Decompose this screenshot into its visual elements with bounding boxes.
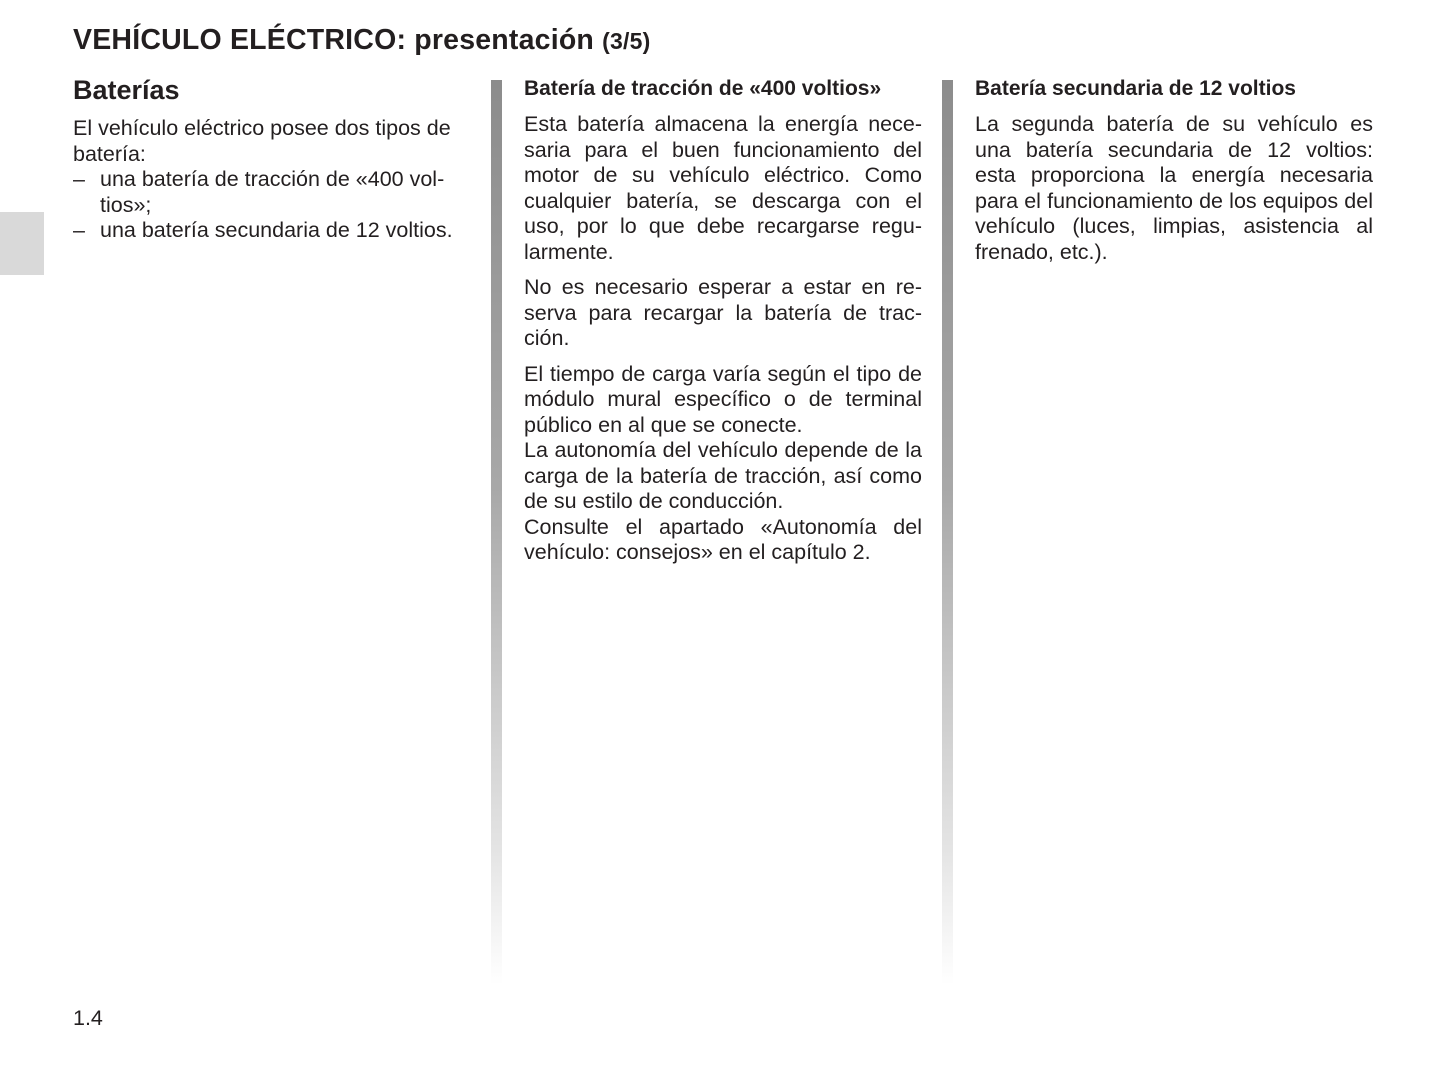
- section-heading-traction-battery: Batería de tracción de «400 voltios»: [524, 77, 882, 100]
- list-item-text: una batería secundaria de 12 voltios.: [100, 218, 453, 242]
- column-traction-battery: [524, 74, 922, 566]
- page-title: [73, 24, 650, 57]
- list-item-text: una batería de tracción de «400 voltios»;: [100, 167, 445, 217]
- page-number: 1.4: [73, 1006, 103, 1030]
- column-divider-right: [942, 80, 953, 985]
- dash-bullet: –: [73, 218, 85, 242]
- page-counter: (3/5): [602, 28, 651, 54]
- paragraph: La autonomía del vehículo depende de la carga de la batería de tracción, así como de su estilo de conducción.: [524, 438, 922, 513]
- paragraph: La segunda batería de su vehículo es una batería secundaria de 12 voltios: esta proporciona la energía necesaria para el funcionamiento de los equipos del vehículo (luces, limpias, asistencia al frenado, etc.).: [975, 112, 1373, 264]
- column-batteries: [73, 74, 473, 244]
- paragraph: Consulte el apartado «Autonomía del vehículo: consejos» en el capítulo 2.: [524, 514, 922, 564]
- list-item: [73, 167, 473, 218]
- page-title-main: VEHÍCULO ELÉCTRICO: presentación: [73, 24, 595, 56]
- column-divider-left: [491, 80, 502, 985]
- list-item: [73, 218, 473, 244]
- batteries-intro: El vehículo eléctrico posee dos tipos de batería:: [73, 116, 451, 166]
- paragraph: No es necesario esperar a estar en reserva para recargar la batería de tracción.: [524, 275, 922, 350]
- chapter-tab-marker: [0, 212, 44, 275]
- paragraph: El tiempo de carga varía según el tipo de módulo mural específico o de terminal público en al que se conecte.: [524, 361, 922, 437]
- dash-bullet: –: [73, 167, 85, 191]
- section-heading-secondary-battery: Batería secundaria de 12 voltios: [975, 77, 1296, 100]
- section-heading-batteries: Baterías: [73, 75, 180, 105]
- battery-types-list: [73, 167, 473, 244]
- column-secondary-battery: [975, 74, 1373, 275]
- paragraph: Esta batería almacena la energía necesaria para el buen funcionamiento del motor de su vehículo eléctrico. Como cualquier batería, se descarga con el uso, por lo que debe recargarse regularmente.: [524, 112, 922, 264]
